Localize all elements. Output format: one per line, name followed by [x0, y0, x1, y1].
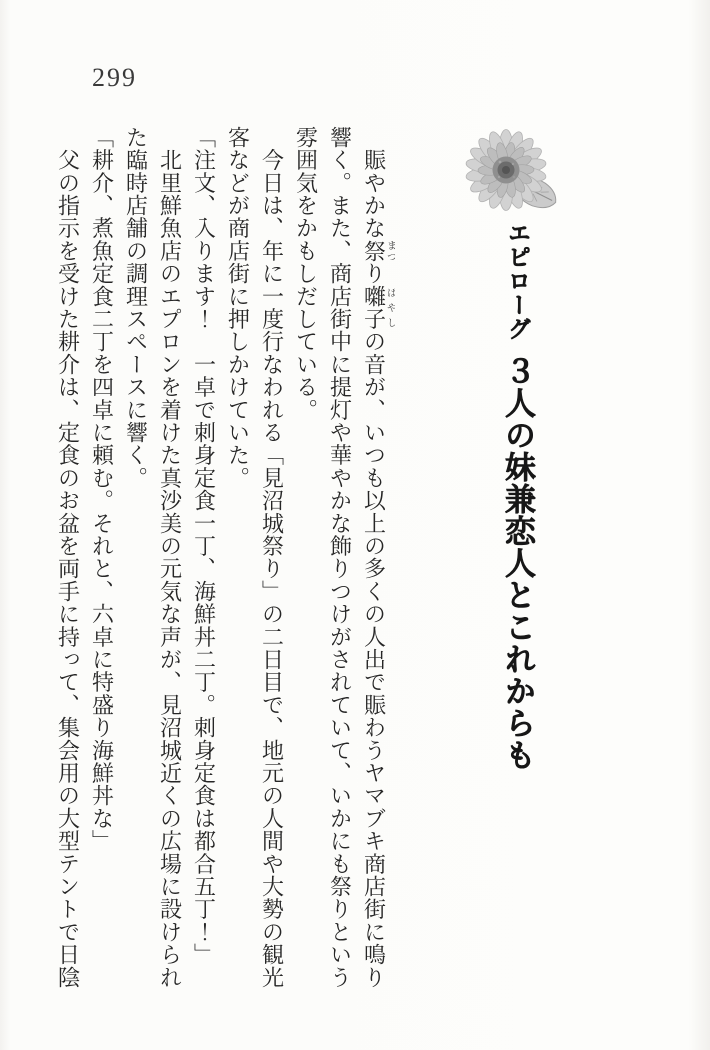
body-line: 今日は、年に一度行なわれる「見沼城祭り」の二日目で、地元の人間や大勢の観光 — [259, 126, 285, 989]
body-line: 北里鮮魚店のエプロンを着けた真沙美の元気な声が、見沼城近くの広場に設けられ — [157, 126, 183, 989]
chapter-heading-prefix: エピローグ — [505, 221, 530, 341]
body-line: 父の指示を受けた耕介は、定食のお盆を両手に持って、集会用の大型テントで日陰 — [55, 126, 81, 989]
body-line: 「耕介、煮魚定食二丁を四卓に頼む。それと、六卓に特盛り海鮮丼な」 — [89, 126, 115, 853]
chapter-heading — [490, 221, 544, 781]
page-number: 299 — [92, 63, 137, 92]
flower-ornament-icon — [462, 128, 566, 220]
chapter-heading-title: ３人の妹兼恋人とこれからも — [500, 355, 535, 771]
body-line: 賑やかな祭まつり囃子ばやしの音が、いつも以上の多くの人出で賑わうヤマブキ商店街に鳴り — [361, 126, 395, 989]
body-line: た臨時店舗の調理スペースに響く。 — [123, 126, 149, 490]
body-text — [55, 126, 395, 1011]
ruby-annotated-text: 祭まつ — [361, 239, 395, 263]
body-line: 「注文、入ります！ 一卓で刺身定食一丁、海鮮丼二丁。刺身定食は都合五丁！」 — [191, 126, 217, 966]
body-line: 響く。また、商店街中に提灯や華やかな飾りつけがされていて、いかにも祭りという — [327, 126, 353, 989]
body-line: 客などが商店街に押しかけていた。 — [225, 126, 251, 490]
body-line: 雰囲気をかもしだしている。 — [293, 126, 319, 422]
ruby-annotated-text: 囃子ばやし — [361, 284, 395, 331]
